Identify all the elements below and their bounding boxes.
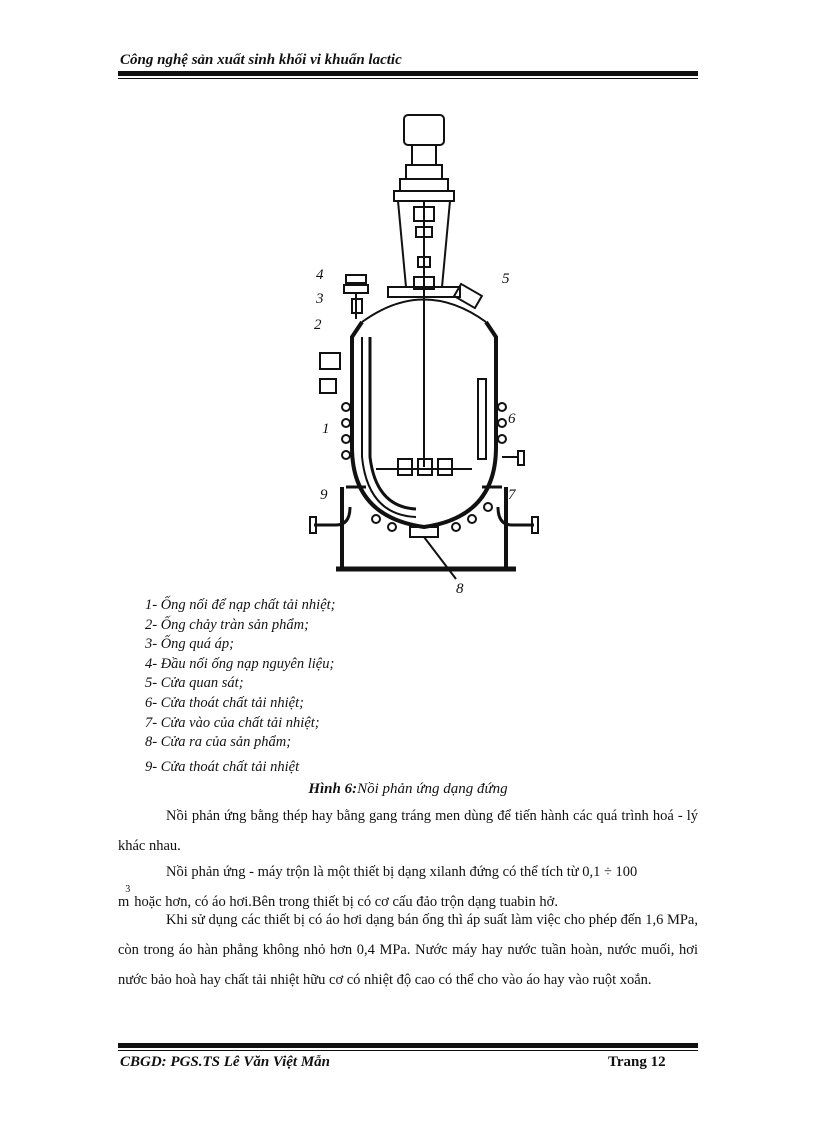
paragraph-2-unit: m — [118, 894, 130, 910]
caption-text: Nồi phản ứng dạng đứng — [357, 781, 508, 797]
paragraph-2-line2: hoặc hơn, có áo hơi.Bên trong thiết bị có cơ cấu đảo trộn dạng tuabin hở. — [134, 894, 558, 910]
figure-label-1: 1 — [322, 421, 330, 437]
figure-label-2: 2 — [314, 317, 322, 333]
figure-label-7: 7 — [508, 487, 516, 503]
paragraph-3 — [118, 905, 698, 995]
legend-item-9: 9- Cửa thoát chất tải nhiệt — [145, 758, 300, 775]
footer-author: CBGD: PGS.TS Lê Văn Việt Mẫn — [120, 1054, 331, 1070]
footer-rule-thin — [118, 1050, 698, 1051]
legend-item-3: 3- Ống quá áp; — [145, 636, 235, 653]
paragraph-1 — [118, 801, 698, 861]
legend-item-5: 5- Cửa quan sát; — [145, 675, 244, 692]
figure-label-9: 9 — [320, 487, 328, 503]
paragraph-3-text: Khi sử dụng các thiết bị có áo hơi dạng bán ống thì áp suất làm việc cho phép đến 1,6 MPa, còn trong áo hàn phẳng không nhỏ hơn 0,4 MPa. Nước máy hay nước tuần hoàn, nước muối, hơi nước bảo hoà hay chất tải nhiệt hữu cơ có nhiệt độ cao có thể cho vào áo hay vào ruột xoắn. — [118, 912, 698, 988]
figure-label-4: 4 — [316, 267, 324, 283]
header-rule-thin — [118, 78, 698, 79]
figure-legend — [145, 596, 335, 777]
footer-rule-thick — [118, 1043, 698, 1048]
caption-label: Hình 6: — [308, 781, 358, 797]
footer-page-number: Trang 12 — [608, 1054, 666, 1070]
figure-label-6: 6 — [508, 411, 516, 427]
legend-item-6: 6- Cửa thoát chất tải nhiệt; — [145, 694, 304, 711]
figure-label-8: 8 — [456, 581, 464, 597]
paragraph-2-superscript: 3 — [125, 884, 131, 895]
page-header-title: Công nghệ sản xuất sinh khối vi khuẩn lactic — [120, 52, 402, 68]
paragraph-1-text: Nồi phản ứng bằng thép hay bằng gang tráng men dùng để tiến hành các quá trình hoá - lý khác nhau. — [118, 808, 698, 854]
reactor-diagram — [306, 107, 546, 597]
figure-caption — [0, 781, 816, 798]
legend-item-4: 4- Đầu nối ống nạp nguyên liệu; — [145, 655, 335, 672]
header-rule-thick — [118, 71, 698, 76]
figure-label-3: 3 — [316, 291, 324, 307]
legend-item-7: 7- Cửa vào của chất tải nhiệt; — [145, 714, 320, 731]
legend-item-2: 2- Ống chảy tràn sản phẩm; — [145, 616, 309, 633]
paragraph-2-line1: Nồi phản ứng - máy trộn là một thiết bị dạng xilanh đứng có thể tích từ 0,1 ÷ 100 — [166, 864, 638, 880]
legend-item-8: 8- Cửa ra của sản phẩm; — [145, 734, 292, 751]
figure-label-5: 5 — [502, 271, 510, 287]
legend-item-1: 1- Ống nối để nạp chất tải nhiệt; — [145, 597, 336, 613]
